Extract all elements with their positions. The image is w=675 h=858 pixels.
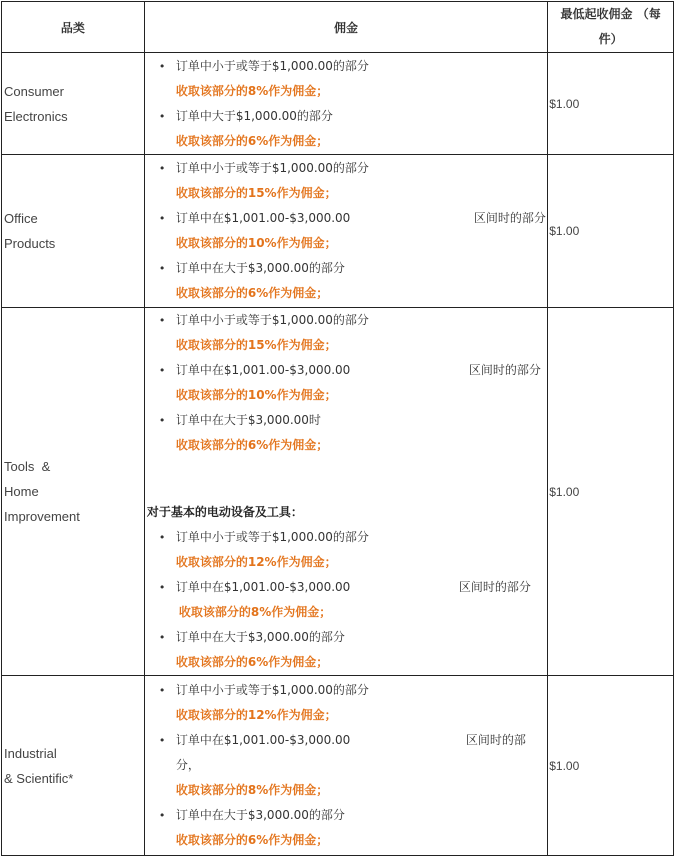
header-category: 品类	[2, 2, 145, 53]
bullet-icon: •	[158, 734, 166, 747]
bullet-icon: •	[158, 414, 166, 427]
bullet-icon: •	[158, 109, 166, 123]
commission-cell	[144, 308, 547, 676]
rate-list	[145, 156, 547, 306]
category-line: Improvement	[4, 509, 80, 524]
category-cell	[2, 155, 145, 308]
category-line: Electronics	[4, 108, 68, 124]
rate-text: 收取该部分的8%作为佣金；	[175, 83, 329, 98]
min-fee-cell: $1.00	[548, 676, 674, 856]
list-item	[145, 728, 547, 753]
rate-text: 收取该部分的12%作为佣金；	[175, 555, 337, 569]
category-line: Home	[4, 484, 39, 499]
category-line: Tools &	[4, 459, 51, 474]
subheading: 对于基本的电动设备及工具：	[146, 505, 303, 519]
bullet-icon: •	[158, 212, 166, 225]
bullet-icon: •	[158, 631, 166, 644]
table-row	[2, 308, 674, 676]
min-fee-cell: $1.00	[548, 308, 674, 676]
rate-text: 收取该部分的15%作为佣金；	[175, 338, 337, 352]
rate-text: 收取该部分的15%作为佣金；	[175, 186, 337, 200]
rate-list	[145, 54, 547, 154]
list-item	[145, 525, 547, 550]
tier-text: 订单中在大于$3,000.00时	[175, 413, 321, 427]
list-item	[145, 358, 547, 383]
list-item	[145, 156, 547, 181]
list-item	[145, 256, 547, 281]
tier-text: 订单中在$1,001.00-$3,000.00	[175, 733, 351, 747]
header-min-fee-line1: 最低起收佣金 （每	[560, 7, 661, 21]
list-item	[145, 803, 547, 828]
category-line: Office	[4, 211, 38, 226]
tier-text-suffix: 区间时的部	[465, 733, 526, 747]
table-row	[2, 155, 674, 308]
min-fee-cell: $1.00	[548, 53, 674, 155]
commission-cell	[144, 53, 547, 155]
category-cell	[2, 676, 145, 856]
rate-list	[145, 678, 547, 853]
bullet-icon: •	[158, 684, 166, 697]
category-line: Consumer	[4, 83, 64, 99]
commission-cell	[144, 676, 547, 856]
commission-cell	[144, 155, 547, 308]
rate-list	[145, 525, 547, 675]
header-min-fee	[548, 2, 674, 53]
bullet-icon: •	[158, 262, 166, 275]
header-commission: 佣金	[144, 2, 547, 53]
list-item	[145, 54, 547, 79]
list-item	[145, 575, 547, 600]
tier-text: 订单中在大于$3,000.00的部分	[175, 630, 345, 644]
commission-table	[1, 1, 674, 856]
rate-text: 收取该部分的6%作为佣金；	[175, 655, 329, 669]
rate-text: 收取该部分的6%作为佣金；	[175, 286, 329, 300]
tier-text: 订单中在大于$3,000.00的部分	[175, 808, 345, 822]
list-item	[145, 206, 547, 231]
min-fee-cell: $1.00	[548, 155, 674, 308]
tier-text-suffix: 区间时的部分	[468, 363, 541, 377]
tier-text: 订单中小于或等于$1,000.00的部分	[175, 58, 369, 73]
table-row	[2, 676, 674, 856]
bullet-icon: •	[158, 364, 166, 377]
tier-text: 订单中在$1,001.00-$3,000.00	[175, 211, 351, 225]
tier-text: 订单中小于或等于$1,000.00的部分	[175, 530, 369, 544]
rate-text: 收取该部分的6%作为佣金；	[175, 133, 329, 148]
bullet-icon: •	[158, 581, 166, 594]
tier-text: 订单中小于或等于$1,000.00的部分	[175, 313, 369, 327]
header-min-fee-line2: 件）	[598, 32, 623, 46]
tier-text: 订单中在大于$3,000.00的部分	[175, 261, 345, 275]
list-item	[145, 308, 547, 333]
bullet-icon: •	[158, 531, 166, 544]
tier-text: 订单中小于或等于$1,000.00的部分	[175, 161, 369, 175]
rate-text: 收取该部分的10%作为佣金；	[175, 388, 337, 402]
bullet-icon: •	[158, 162, 166, 175]
tier-text: 订单中小于或等于$1,000.00的部分	[175, 683, 369, 697]
category-line: Products	[4, 236, 56, 251]
category-cell	[2, 53, 145, 155]
bullet-icon: •	[158, 59, 166, 73]
category-line: Industrial	[4, 745, 57, 761]
bullet-icon: •	[158, 809, 166, 822]
list-item	[145, 408, 547, 433]
tier-text: 订单中在$1,001.00-$3,000.00	[175, 363, 351, 377]
tier-text-suffix: 区间时的部分	[458, 580, 531, 594]
header-row	[2, 2, 674, 53]
rate-text: 收取该部分的6%作为佣金；	[175, 438, 329, 452]
bullet-icon: •	[158, 314, 166, 327]
tier-text: 订单中在$1,001.00-$3,000.00	[175, 580, 351, 594]
tier-text: 订单中大于$1,000.00的部分	[175, 108, 333, 123]
category-cell	[2, 308, 145, 676]
tier-text-continued: 分，	[175, 758, 200, 772]
table-row	[2, 53, 674, 155]
rate-text: 收取该部分的12%作为佣金；	[175, 708, 337, 722]
rate-text: 收取该部分的10%作为佣金；	[175, 236, 337, 250]
rate-list	[145, 308, 547, 458]
rate-text: 收取该部分的6%作为佣金；	[175, 833, 329, 847]
rate-text: 收取该部分的8%作为佣金；	[178, 605, 332, 619]
list-item	[145, 678, 547, 703]
list-item	[145, 625, 547, 650]
rate-text: 收取该部分的8%作为佣金；	[175, 783, 329, 797]
category-line: & Scientific*	[4, 770, 74, 786]
tier-text-suffix: 区间时的部分	[473, 211, 546, 225]
list-item	[145, 104, 547, 129]
